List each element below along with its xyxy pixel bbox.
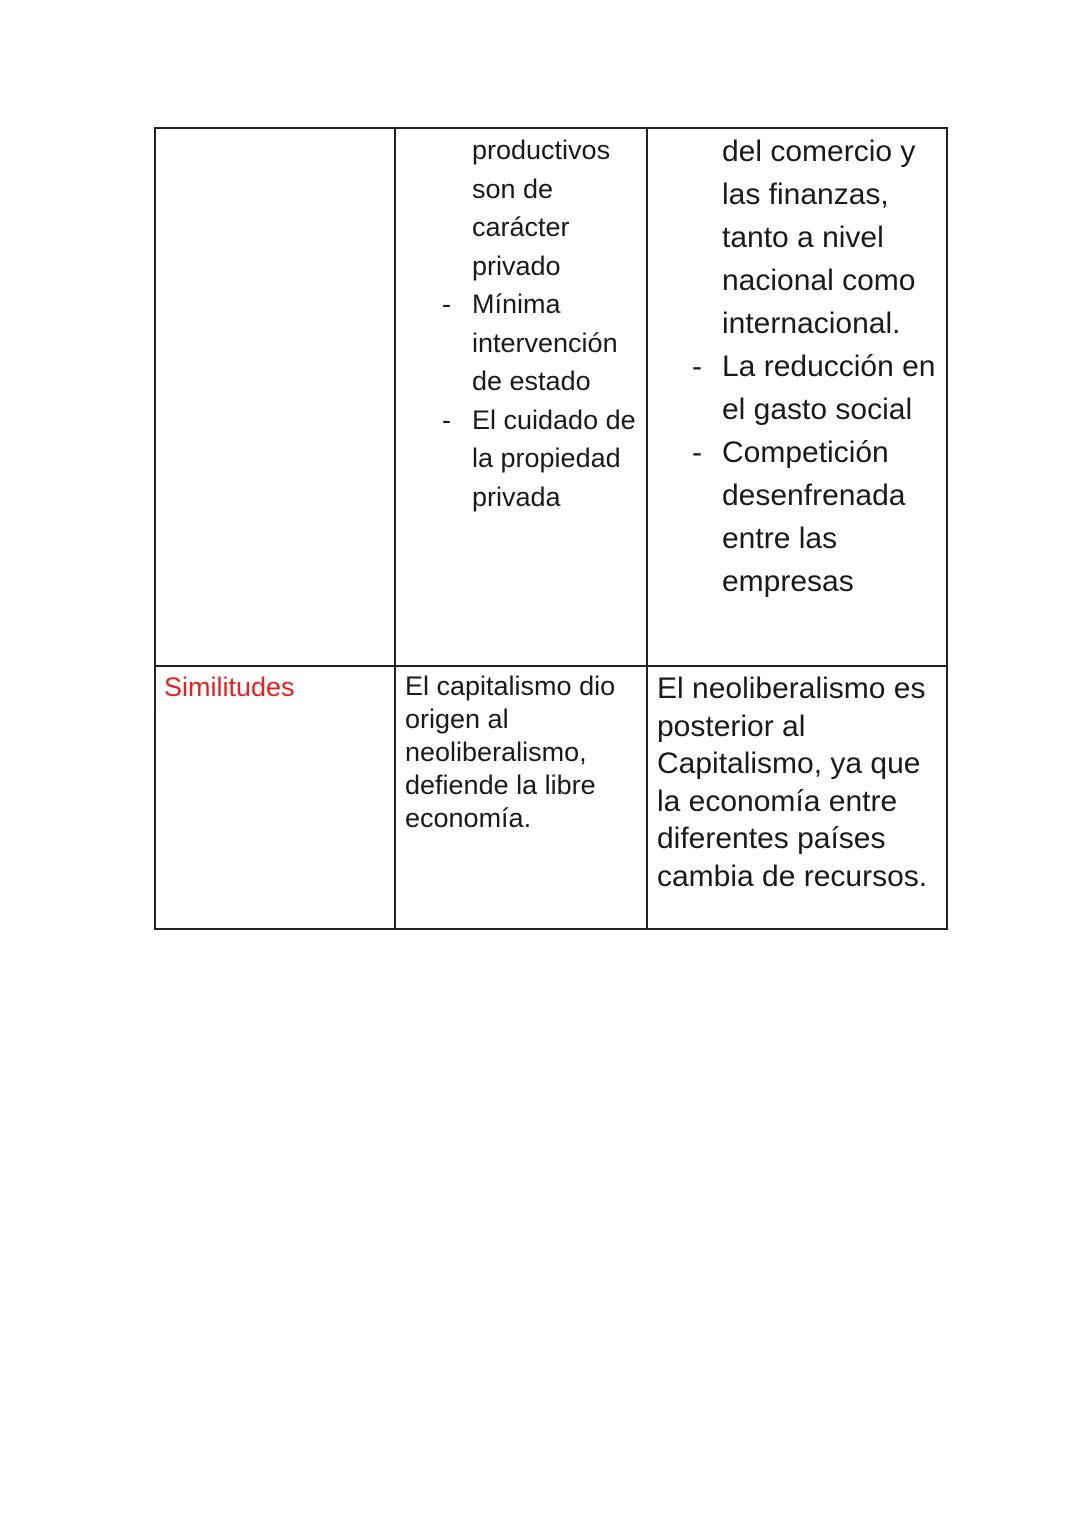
- list-item: [722, 130, 946, 345]
- list-item-text: El cuidado de la propiedad privada: [472, 404, 636, 512]
- capitalism-similarity-text: El capitalismo dio origen al neoliberalismo, defiende la libre economía.: [405, 671, 616, 833]
- bullet-dash: -: [442, 289, 451, 319]
- list-item: [692, 431, 946, 603]
- list-item: [442, 401, 646, 517]
- table-row: [155, 128, 947, 666]
- bullet-dash: -: [692, 350, 702, 383]
- list-item: [472, 131, 646, 285]
- table-row: [155, 666, 947, 929]
- neoliberalism-traits-list: [692, 130, 946, 603]
- table-cell-neoliberalism-traits: [647, 128, 947, 666]
- list-item-text: productivos son de carácter privado: [472, 135, 611, 281]
- list-item: [442, 285, 646, 401]
- similarities-label: Similitudes: [164, 672, 295, 702]
- comparison-table: [154, 127, 948, 930]
- bullet-dash: -: [442, 404, 451, 435]
- list-item-text: La reducción en el gasto social: [722, 350, 936, 426]
- list-item: [692, 345, 946, 431]
- table-cell-neoliberalism-similarity: [647, 666, 947, 929]
- table-cell-empty: [155, 128, 395, 666]
- neoliberalism-similarity-text: El neoliberalismo es posterior al Capitalismo, ya que la economía entre diferentes países cambia de recursos.: [657, 672, 928, 893]
- table-cell-similarities-label: [155, 666, 395, 929]
- list-item-text: Competición desenfrenada entre las empresas: [722, 436, 906, 598]
- table-cell-capitalism-similarity: [395, 666, 647, 929]
- table-cell-capitalism-traits: [395, 128, 647, 666]
- capitalism-traits-list: [442, 131, 646, 516]
- list-item-text: del comercio y las finanzas, tanto a nivel nacional como internacional.: [722, 135, 916, 340]
- list-item-text: Mínima intervención de estado: [472, 289, 618, 396]
- bullet-dash: -: [692, 436, 702, 469]
